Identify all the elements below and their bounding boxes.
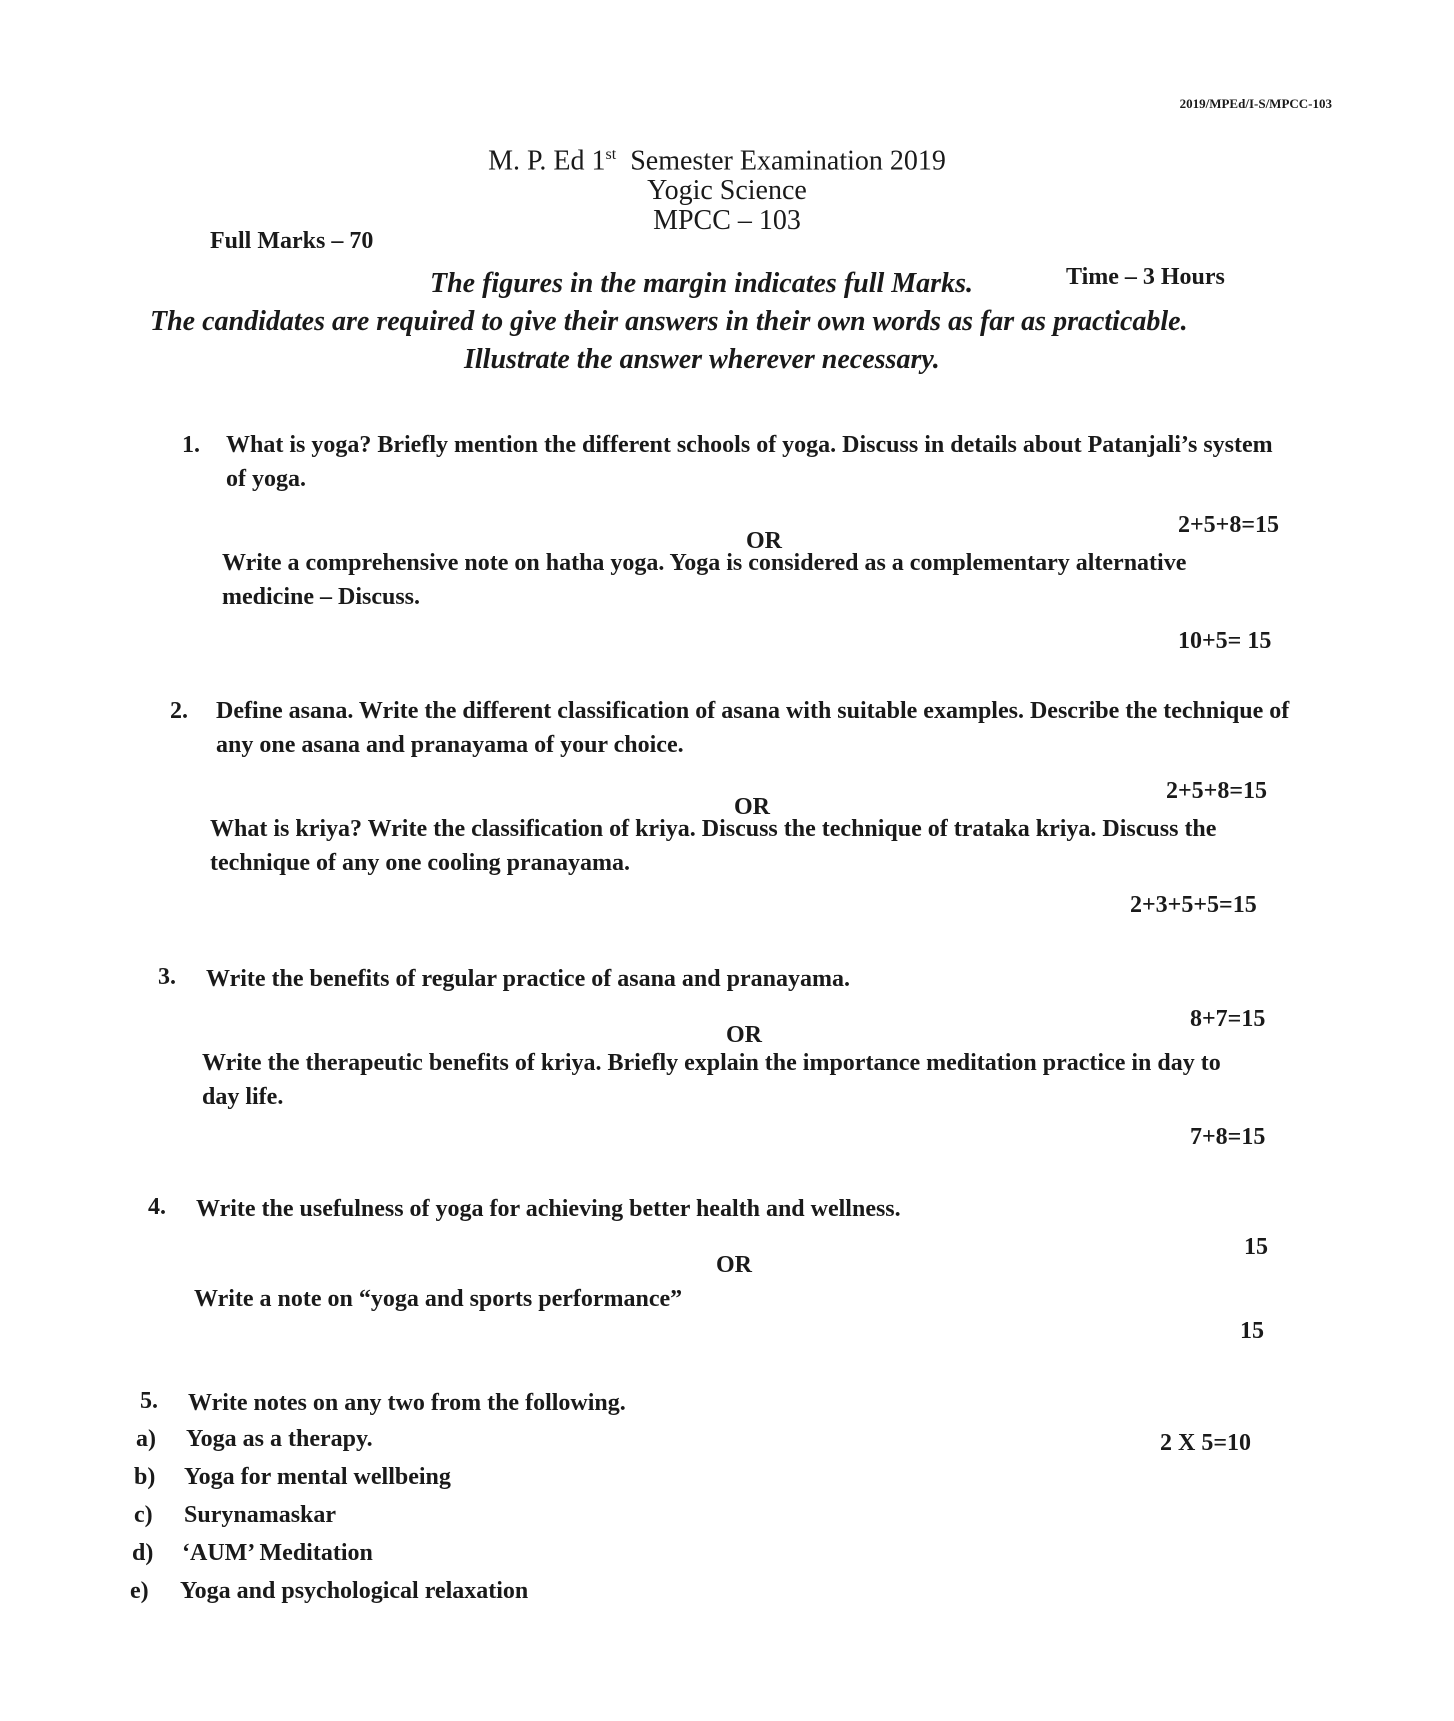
instruction-line: The candidates are required to give their answers in their own words as far as practicable. [150, 306, 1188, 337]
exam-title-suffix: Semester Examination 2019 [630, 145, 946, 177]
question-text: Define asana. Write the different classification of asana with suitable examples. Describe the technique of any one asana and pranayama of your choice. [216, 698, 1290, 758]
exam-course: MPCC – 103 [653, 205, 801, 237]
list-item-text: Yoga and psychological relaxation [180, 1578, 529, 1604]
list-item [132, 1540, 373, 1567]
list-item [136, 1426, 373, 1453]
exam-title [0, 140, 1454, 176]
list-item-text: Surynamaskar [184, 1502, 337, 1528]
question-text: Write the benefits of regular practice of asana and pranayama. [206, 966, 850, 992]
exam-title-block [0, 140, 1454, 236]
question-alt-marks: 7+8=15 [1190, 1124, 1266, 1150]
exam-title-prefix: M. P. Ed 1 [488, 145, 606, 177]
full-marks: Full Marks – 70 [210, 228, 374, 254]
question-number: 3. [158, 964, 176, 990]
exam-title-sup: st [605, 146, 617, 163]
question-number: 5. [140, 1388, 158, 1414]
question-text: Write notes on any two from the following. [188, 1390, 626, 1416]
question-alt-marks: 15 [1240, 1318, 1264, 1344]
list-item-text: Yoga for mental wellbeing [184, 1464, 451, 1490]
question-marks: 15 [1244, 1234, 1268, 1260]
paper-code: 2019/MPEd/I-S/MPCC-103 [1179, 96, 1332, 111]
exam-subject: Yogic Science [647, 175, 807, 207]
list-item [134, 1464, 451, 1491]
instruction-line: The figures in the margin indicates full Marks. [430, 268, 973, 299]
question-alt-text: What is kriya? Write the classification of kriya. Discuss the technique of trataka kriya. Discuss the technique of any one cooling pranayama. [210, 816, 1217, 876]
instruction-line: Illustrate the answer wherever necessary. [464, 344, 940, 375]
question-alt-marks: 2+3+5+5=15 [1130, 892, 1257, 918]
question-number: 1. [182, 432, 200, 458]
question-alt-text: Write a note on “yoga and sports performance” [194, 1286, 683, 1312]
list-item-label: d) [132, 1540, 154, 1566]
question-number: 2. [170, 698, 188, 724]
list-item-label: a) [136, 1426, 156, 1452]
question-text: What is yoga? Briefly mention the different schools of yoga. Discuss in details about Patanjali’s system of yoga. [226, 432, 1273, 492]
time-allowed: Time – 3 Hours [1066, 264, 1225, 290]
question-alt-text: Write a comprehensive note on hatha yoga. Yoga is considered as a complementary alternative medicine – Discuss. [222, 550, 1187, 610]
question-alt-text: Write the therapeutic benefits of kriya. Briefly explain the importance meditation practice in day to day life. [202, 1050, 1221, 1110]
list-item-label: e) [130, 1578, 149, 1604]
question-text: Write the usefulness of yoga for achieving better health and wellness. [196, 1196, 901, 1222]
list-item-text: ‘AUM’ Meditation [182, 1540, 373, 1566]
question-marks: 8+7=15 [1190, 1006, 1266, 1032]
question-alt-marks: 10+5= 15 [1178, 628, 1272, 654]
list-item [134, 1502, 336, 1529]
or-label: OR [726, 1022, 762, 1048]
question-marks: 2+5+8=15 [1166, 778, 1268, 804]
list-item-label: c) [134, 1502, 153, 1528]
question-marks: 2+5+8=15 [1178, 512, 1280, 538]
or-label: OR [746, 528, 782, 554]
question-number: 4. [148, 1194, 166, 1220]
or-label: OR [716, 1252, 752, 1278]
question-marks: 2 X 5=10 [1160, 1430, 1252, 1456]
list-item [130, 1578, 528, 1605]
list-item-label: b) [134, 1464, 156, 1490]
or-label: OR [734, 794, 770, 820]
list-item-text: Yoga as a therapy. [186, 1426, 373, 1452]
